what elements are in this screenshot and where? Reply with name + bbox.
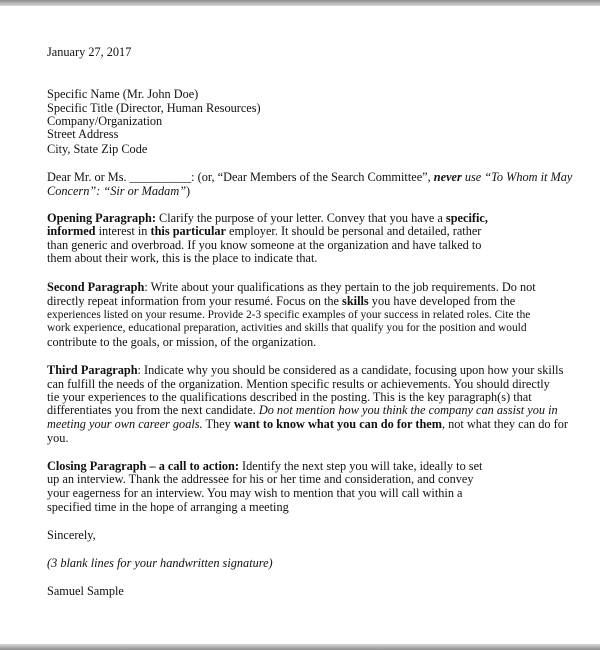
second-line-4: work experience, educational preparation, activities and skills that qualify you for the position and would xyxy=(47,322,527,334)
sign-off: Sincerely, xyxy=(47,528,96,542)
letter-date: January 27, 2017 xyxy=(47,45,132,59)
recipient-name: Specific Name (Mr. John Doe) xyxy=(47,87,199,101)
third-line-5: meeting your own career goals. They want to know what you can do for them, not what they can do for xyxy=(47,417,568,431)
recipient-title: Specific Title (Director, Human Resources) xyxy=(47,101,261,115)
closing-line-2: up an interview. Thank the addressee for his or her time and consideration, and convey xyxy=(47,472,474,486)
opening-line-4: them about their work, this is the place to indicate that. xyxy=(47,251,318,265)
opening-line-2: informed interest in this particular employer. It should be personal and detailed, rather xyxy=(47,224,482,238)
third-line-3: tie your experiences to the qualifications described in the posting. This is the key paragraph(s) that xyxy=(47,390,532,404)
second-line-3: experiences listed on your resume. Provide 2-3 specific examples of your success in related roles. Cite the xyxy=(47,309,531,321)
salutation-line-2: Concern”: “Sir or Madam”) xyxy=(47,184,191,198)
signer-name: Samuel Sample xyxy=(47,584,124,598)
second-line-2: directly repeat information from your resumé. Focus on the skills you have developed from the xyxy=(47,294,516,308)
signature-note: (3 blank lines for your handwritten signature) xyxy=(47,556,273,570)
third-line-6: you. xyxy=(47,431,69,445)
recipient-city: City, State Zip Code xyxy=(47,142,148,156)
third-line-1: Third Paragraph: Indicate why you should be considered as a candidate, focusing upon how your skills xyxy=(47,363,564,377)
second-line-1: Second Paragraph: Write about your qualifications as they pertain to the job requirements. Do not xyxy=(47,280,536,294)
opening-line-1: Opening Paragraph: Clarify the purpose of your letter. Convey that you have a specific, xyxy=(47,211,488,225)
third-label: Third Paragraph xyxy=(47,363,138,377)
closing-line-4: specified time in the hope of arranging a meeting xyxy=(47,500,289,514)
salutation-line-1: Dear Mr. or Ms. __________: (or, “Dear Members of the Search Committee”, never use “To Whom it May xyxy=(47,170,573,184)
closing-line-3: your eagerness for an interview. You may wish to mention that you will call within a xyxy=(47,486,463,500)
recipient-street: Street Address xyxy=(47,127,119,141)
third-line-2: can fulfill the needs of the organization. Mention specific results or achievements. You should directly xyxy=(47,377,550,391)
opening-label: Opening Paragraph: xyxy=(47,211,156,225)
second-line-5: contribute to the goals, or mission, of the organization. xyxy=(47,335,317,349)
closing-label: Closing Paragraph – a call to action: xyxy=(47,459,239,473)
opening-line-3: than generic and overbroad. If you know someone at the organization and have talked to xyxy=(47,238,482,252)
recipient-company: Company/Organization xyxy=(47,114,163,128)
second-label: Second Paragraph xyxy=(47,280,145,294)
closing-line-1: Closing Paragraph – a call to action: Identify the next step you will take, ideally to set xyxy=(47,459,483,473)
third-line-4: differentiates you from the next candidate. Do not mention how you think the company can assist you in xyxy=(47,403,558,417)
